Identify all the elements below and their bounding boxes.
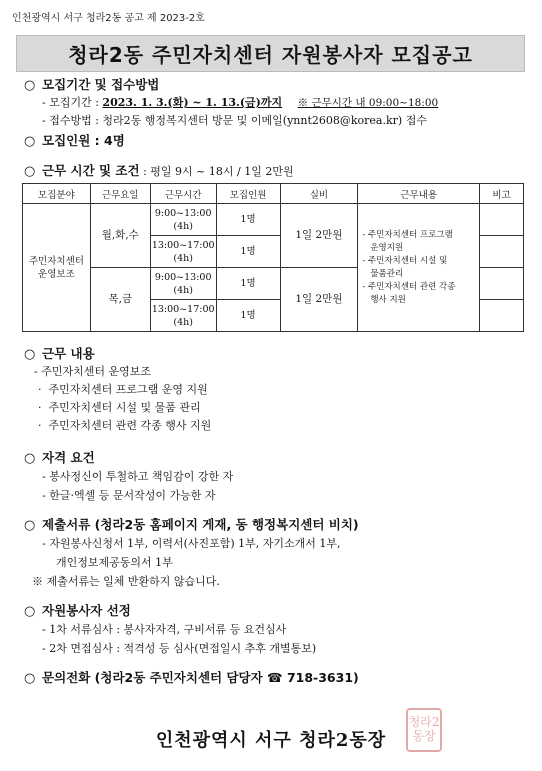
circle-bullet: ○ bbox=[24, 518, 36, 533]
days-cell: 월,화,수 bbox=[90, 204, 150, 268]
work-sub: - 주민자치센터 운영보조 bbox=[34, 365, 151, 378]
section-contact bbox=[24, 669, 359, 687]
field-cell: 주민자치센터 운영보조 bbox=[23, 204, 91, 332]
column-header: 모집인원 bbox=[216, 184, 280, 204]
note-cell bbox=[480, 268, 524, 300]
apply-method: - 접수방법 : 청라2동 행정복지센터 방문 및 이메일(ynnt2608@korea.kr) 접수 bbox=[42, 114, 427, 127]
list-item: · 주민자치센터 프로그램 운영 지원 bbox=[38, 383, 208, 396]
table-row bbox=[23, 204, 524, 236]
section-heading: 모집기간 및 접수방법 bbox=[42, 77, 160, 92]
list-item: · 주민자치센터 관련 각종 행사 지원 bbox=[38, 419, 212, 432]
list-item: - 2차 면접심사 : 적격성 등 심사(면접일시 추후 개별통보) bbox=[42, 642, 317, 655]
section-qualifications bbox=[24, 449, 233, 505]
page-title: 청라2동 주민자치센터 자원봉사자 모집공고 bbox=[16, 35, 525, 72]
period-value: 2023. 1. 3.(화) ~ 1. 13.(금)까지 bbox=[102, 96, 283, 109]
column-header: 실비 bbox=[280, 184, 358, 204]
period-note: ※ 근무시간 내 09:00~18:00 bbox=[297, 97, 439, 109]
days-cell: 목,금 bbox=[90, 268, 150, 332]
column-header: 모집분야 bbox=[23, 184, 91, 204]
list-item: · 주민자치센터 시설 및 물품 관리 bbox=[38, 401, 201, 414]
period-label: - 모집기간 : bbox=[42, 96, 103, 109]
section-conditions bbox=[24, 162, 294, 180]
docs-line: - 자원봉사신청서 1부, 이력서(사진포함) 1부, 자기소개서 1부, bbox=[42, 537, 341, 550]
pay-cell: 1일 2만원 bbox=[280, 268, 358, 332]
section-heading: 근무 시간 및 조건 bbox=[42, 163, 140, 178]
circle-bullet: ○ bbox=[24, 451, 36, 466]
docs-line: 개인정보제공동의서 1부 bbox=[56, 556, 173, 569]
list-item: - 1차 서류심사 : 봉사자자격, 구비서류 등 요건심사 bbox=[42, 623, 287, 636]
schedule-table bbox=[22, 183, 524, 332]
document-number: 인천광역시 서구 청라2동 공고 제 2023-2호 bbox=[12, 13, 205, 24]
circle-bullet: ○ bbox=[24, 134, 36, 149]
column-header: 근무내용 bbox=[358, 184, 480, 204]
section-documents bbox=[24, 516, 359, 591]
time-cell: 13:00~17:00 (4h) bbox=[150, 236, 216, 268]
list-item: - 봉사정신이 투철하고 책임감이 강한 자 bbox=[42, 470, 234, 483]
time-cell: 13:00~17:00 (4h) bbox=[150, 300, 216, 332]
table-header-row bbox=[23, 184, 524, 204]
section-heading: 근무 내용 bbox=[42, 346, 95, 361]
circle-bullet: ○ bbox=[24, 671, 36, 686]
section-heading: 자격 요건 bbox=[42, 450, 95, 465]
circle-bullet: ○ bbox=[24, 604, 36, 619]
section-heading: 제출서류 (청라2동 홈페이지 게재, 동 행정복지센터 비치) bbox=[42, 517, 359, 532]
list-item: - 한글·엑셀 등 문서작성이 가능한 자 bbox=[42, 489, 216, 502]
circle-bullet: ○ bbox=[24, 347, 36, 362]
column-header: 근무시간 bbox=[150, 184, 216, 204]
docs-note: ※ 제출서류는 일체 반환하지 않습니다. bbox=[32, 575, 220, 588]
column-header: 근무요일 bbox=[90, 184, 150, 204]
contact-heading: 문의전화 (청라2동 주민자치센터 담당자 ☎ 718-3631) bbox=[42, 670, 359, 685]
time-cell: 9:00~13:00 (4h) bbox=[150, 268, 216, 300]
time-cell: 9:00~13:00 (4h) bbox=[150, 204, 216, 236]
note-cell bbox=[480, 236, 524, 268]
column-header: 비고 bbox=[480, 184, 524, 204]
section-work bbox=[24, 345, 211, 435]
circle-bullet: ○ bbox=[24, 164, 36, 179]
conditions-detail: : 평일 9시 ~ 18시 / 1일 2만원 bbox=[139, 165, 294, 178]
duties-cell: - 주민자치센터 프로그램 운영지원 - 주민자치센터 시설 및 물품관리 - 주민자치센터 관련 각종 행사 지원 bbox=[358, 204, 480, 332]
note-cell bbox=[480, 204, 524, 236]
note-cell bbox=[480, 300, 524, 332]
section-count bbox=[24, 132, 125, 150]
persons-cell: 1명 bbox=[216, 204, 280, 236]
persons-cell: 1명 bbox=[216, 300, 280, 332]
pay-cell: 1일 2만원 bbox=[280, 204, 358, 268]
official-seal-icon: 청라2 동장 bbox=[406, 708, 442, 752]
issuer-signature: 인천광역시 서구 청라2동장 bbox=[155, 730, 387, 751]
persons-cell: 1명 bbox=[216, 268, 280, 300]
section-selection bbox=[24, 602, 316, 658]
section-period bbox=[24, 76, 438, 129]
circle-bullet: ○ bbox=[24, 78, 36, 93]
section-heading: 모집인원 : 4명 bbox=[42, 133, 125, 148]
section-heading: 자원봉사자 선정 bbox=[42, 603, 131, 618]
persons-cell: 1명 bbox=[216, 236, 280, 268]
